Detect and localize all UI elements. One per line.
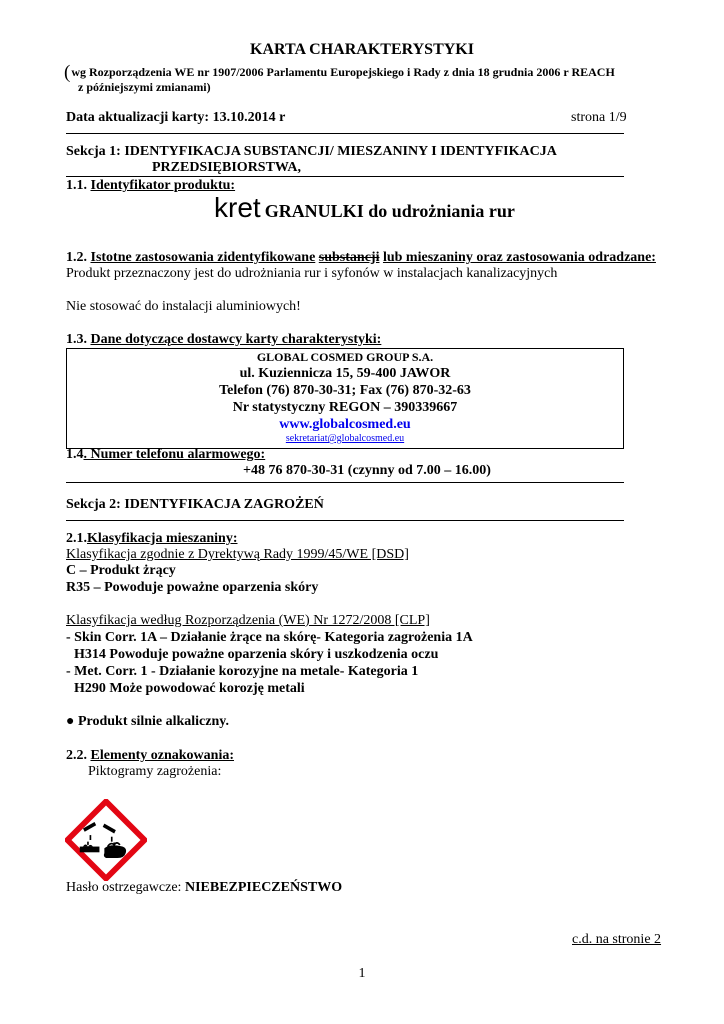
corrosion-pictogram-icon [65,799,147,881]
emergency-phone: +48 76 870-30-31 (czynny od 7.00 – 16.00) [243,463,491,478]
s13-heading [66,332,381,348]
s12-label-b: lub mieszaniny oraz zastosowania odradzane: [382,250,656,265]
s14-label: . Numer telefonu alarmowego: [83,447,266,462]
hand [104,845,126,858]
drop-left-2 [87,842,89,845]
document-title: KARTA CHARAKTERYSTYKI [250,41,474,58]
clp-heading: Klasyfikacja według Rozporządzenia (WE) Nr 1272/2008 [CLP] [66,613,430,628]
supplier-phone: Telefon (76) 870-30-31; Fax (76) 870-32-63 [219,383,471,398]
dsd-line2: R35 – Powoduje poważne oparzenia skóry [66,580,319,595]
signal-word-row [66,880,342,896]
supplier-address: ul. Kuziennicza 15, 59-400 JAWOR [239,366,451,381]
s12-use: Produkt przeznaczony jest do udrożniania rur i syfonów w instalacjach kanalizacyjnych [66,266,558,281]
section2-heading: Sekcja 2: IDENTYFIKACJA ZAGROŻEŃ [66,497,324,512]
signal-word-label: Hasło ostrzegawcze: [66,880,182,895]
subtitle-line1: wg Rozporządzenia WE nr 1907/2006 Parlamentu Europejskiego i Rady z dnia 18 grudnia 2006 r REACH [71,65,615,79]
s14-heading [66,447,265,463]
s12-not-use: Nie stosować do instalacji aluminiowych! [66,299,301,314]
drop-left-1 [90,835,92,840]
dsd-line1: C – Produkt żrący [66,563,176,578]
update-date: Data aktualizacji karty: 13.10.2014 r [66,110,286,125]
divider [66,482,624,483]
metal-bar [80,847,100,853]
s12-number: 1.2. [66,250,87,265]
s13-label: Dane dotyczące dostawcy karty charakterystyki: [90,332,382,347]
supplier-box [66,348,624,449]
supplier-company: GLOBAL COSMED GROUP S.A. [256,350,434,364]
subtitle-paren: ( [64,62,71,83]
section1-heading-line1: Sekcja 1: IDENTYFIKACJA SUBSTANCJI/ MIESZANINY I IDENTYFIKACJA [66,144,557,159]
supplier-website-link[interactable]: www.globalcosmed.eu [279,417,411,432]
product-identifier [214,192,515,224]
dsd-heading: Klasyfikacja zgodnie z Dyrektywą Rady 1999/45/WE [DSD] [66,547,409,562]
pictogram-border [67,801,144,878]
s11-number: 1.1. [66,178,87,193]
s11-label: Identyfikator produktu: [90,178,236,193]
s22-heading [66,748,234,764]
s13-number: 1.3. [66,332,87,347]
section1-heading-line2: PRZEDSIĘBIORSTWA, [152,160,301,175]
clp-line3: - Met. Corr. 1 - Działanie korozyjne na metale- Kategoria 1 [66,664,419,679]
s12-label-strike: substancji [318,250,380,265]
divider [66,133,624,134]
clp-line1: - Skin Corr. 1A – Działanie żrące na skórę- Kategoria zagrożenia 1A [66,630,473,645]
s21-heading [66,531,238,547]
s11-heading [66,178,235,194]
supplier-email-link[interactable]: sekretariat@globalcosmed.eu [285,433,405,444]
page-number: 1 [358,966,366,981]
s21-number: 2.1. [66,531,87,546]
clp-line2: H314 Powoduje poważne oparzenia skóry i uszkodzenia oczu [74,647,439,662]
subtitle-line2: z późniejszymi zmianami) [78,80,211,94]
product-brand: kret [214,192,261,223]
s12-label-a: Istotne zastosowania zidentyfikowane [90,250,316,265]
continued-note: c.d. na stronie 2 [572,932,662,947]
supplier-regon: Nr statystyczny REGON – 390339667 [232,400,458,415]
pictograms-label: Piktogramy zagrożenia: [88,764,222,779]
divider [66,176,624,177]
s14-number: 1.4 [66,447,84,462]
alkaline-note: ● Produkt silnie alkaliczny. [66,714,230,729]
regulation-subtitle [64,62,644,95]
drop-right-1 [111,837,113,842]
s12-heading [66,250,656,266]
s21-label: Klasyfikacja mieszaniny: [87,531,238,546]
s22-number: 2.2. [66,748,87,763]
product-name: GRANULKI do udrożniania rur [264,201,515,221]
divider [66,520,624,521]
page-info: strona 1/9 [571,110,627,125]
s22-label: Elementy oznakowania: [90,748,234,763]
signal-word: NIEBEZPIECZEŃSTWO [184,880,343,895]
clp-line4: H290 Może powodować korozję metali [74,681,305,696]
